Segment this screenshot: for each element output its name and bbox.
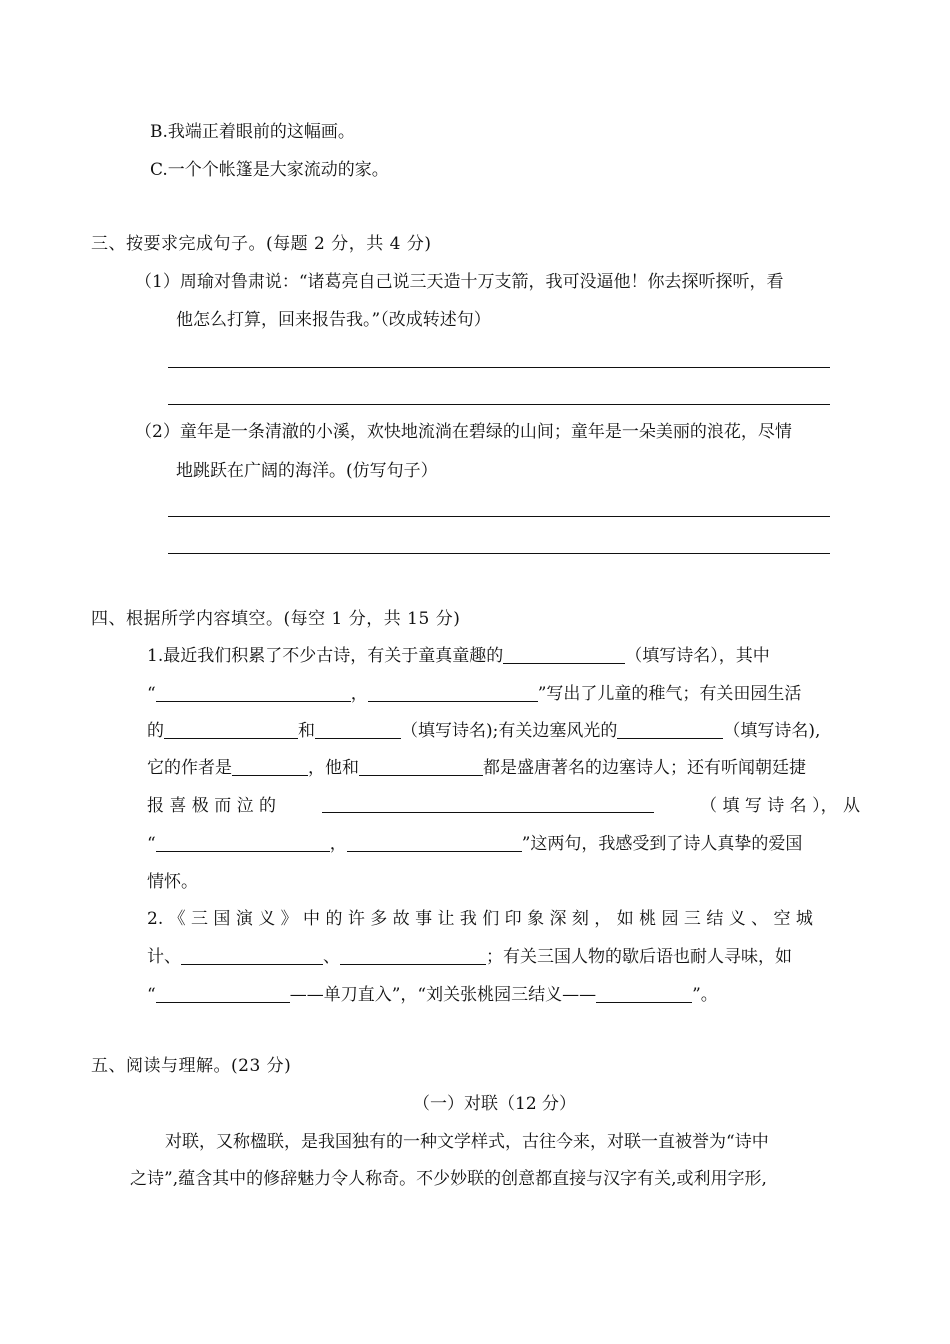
text: ， (350, 684, 368, 704)
text: 它的作者是 (147, 758, 232, 778)
subsection-title: （一）对联（12 分） (413, 1094, 577, 1114)
text: “ (147, 684, 156, 704)
text: 、 (323, 947, 340, 967)
blank[interactable] (156, 985, 290, 1003)
q4-1-row1 (147, 645, 770, 667)
text: 报 喜 极 而 泣 的 (147, 796, 277, 816)
blank[interactable] (617, 721, 723, 739)
q4-1-row2 (147, 683, 801, 705)
text: 都是盛唐著名的边塞诗人；还有听闻朝廷捷 (483, 758, 806, 778)
text: ，他和 (308, 758, 359, 778)
blank[interactable] (232, 758, 308, 776)
text: 和 (298, 721, 315, 741)
blank[interactable] (322, 795, 654, 813)
option-c: C.一个个帐篷是大家流动的家。 (150, 160, 389, 180)
text: 计、 (147, 947, 181, 967)
option-b: B.我端正着眼前的这幅画。 (150, 122, 355, 142)
q4-2-row2 (147, 946, 792, 968)
blank[interactable] (156, 834, 330, 852)
blank[interactable] (315, 721, 401, 739)
text: （ 填 写 诗 名 ）， 从 (700, 796, 860, 816)
text: ——单刀直入”，“刘关张桃园三结义—— (289, 985, 597, 1005)
section-5-title: 五、阅读与理解。(23 分) (91, 1056, 292, 1076)
q3-2-line2: 地跳跃在广阔的海洋。(仿写句子） (176, 461, 438, 481)
text: ；有关三国人物的歇后语也耐人寻味，如 (486, 947, 792, 967)
q3-1-line1: （1）周瑜对鲁肃说：“诸葛亮自己说三天造十万支箭，我可没逼他！你去探听探听，看 (135, 272, 784, 292)
text: “ (147, 834, 156, 854)
q4-1-row4 (147, 757, 806, 779)
answer-line[interactable] (168, 367, 830, 368)
text: 的 (147, 721, 164, 741)
text: 1.最近我们积累了不少古诗，有关于童真童趣的 (147, 646, 504, 666)
section-4-title: 四、根据所学内容填空。(每空 1 分，共 15 分) (91, 609, 461, 629)
blank[interactable] (347, 834, 522, 852)
text: （填写诗名);有关边塞风光的 (401, 721, 618, 741)
blank[interactable] (181, 947, 323, 965)
text: ”这两句，我感受到了诗人真挚的爱国 (521, 834, 803, 854)
passage-line2: 之诗”,蕴含其中的修辞魅力令人称奇。不少妙联的创意都直接与汉字有关,或利用字形, (130, 1169, 767, 1189)
q4-1-row7: 情怀。 (147, 872, 198, 892)
passage-line1: 对联，又称楹联，是我国独有的一种文学样式，古往今来，对联一直被誉为“诗中 (165, 1132, 769, 1152)
q3-2-line1: （2）童年是一条清澈的小溪，欢快地流淌在碧绿的山间；童年是一朵美丽的浪花，尽情 (135, 422, 792, 442)
q3-1-line2: 他怎么打算，回来报告我。”（改成转述句） (176, 310, 491, 330)
q4-1-row6 (147, 833, 802, 855)
text: ， (329, 834, 347, 854)
text: “ (147, 985, 156, 1005)
answer-line[interactable] (168, 404, 830, 405)
blank[interactable] (596, 985, 692, 1003)
blank[interactable] (164, 721, 298, 739)
q4-1-row3 (147, 720, 820, 742)
blank[interactable] (340, 947, 486, 965)
blank[interactable] (503, 646, 625, 664)
answer-line[interactable] (168, 553, 830, 554)
text: ”写出了儿童的稚气；有关田园生活 (537, 684, 802, 704)
section-3-title: 三、按要求完成句子。(每题 2 分，共 4 分) (91, 234, 432, 254)
q4-2-row1: 2. 《 三 国 演 义 》 中 的 许 多 故 事 让 我 们 印 象 深 刻 ， 如 桃 园 三 结 义 、 空 城 (147, 909, 813, 929)
blank[interactable] (156, 684, 351, 702)
q4-1-row5 (147, 795, 860, 817)
text: ”。 (692, 985, 718, 1005)
text: （填写诗名），其中 (625, 646, 770, 666)
q4-2-row3 (147, 984, 718, 1006)
blank[interactable] (368, 684, 538, 702)
blank[interactable] (359, 758, 483, 776)
answer-line[interactable] (168, 516, 830, 517)
text: （填写诗名), (723, 721, 821, 741)
